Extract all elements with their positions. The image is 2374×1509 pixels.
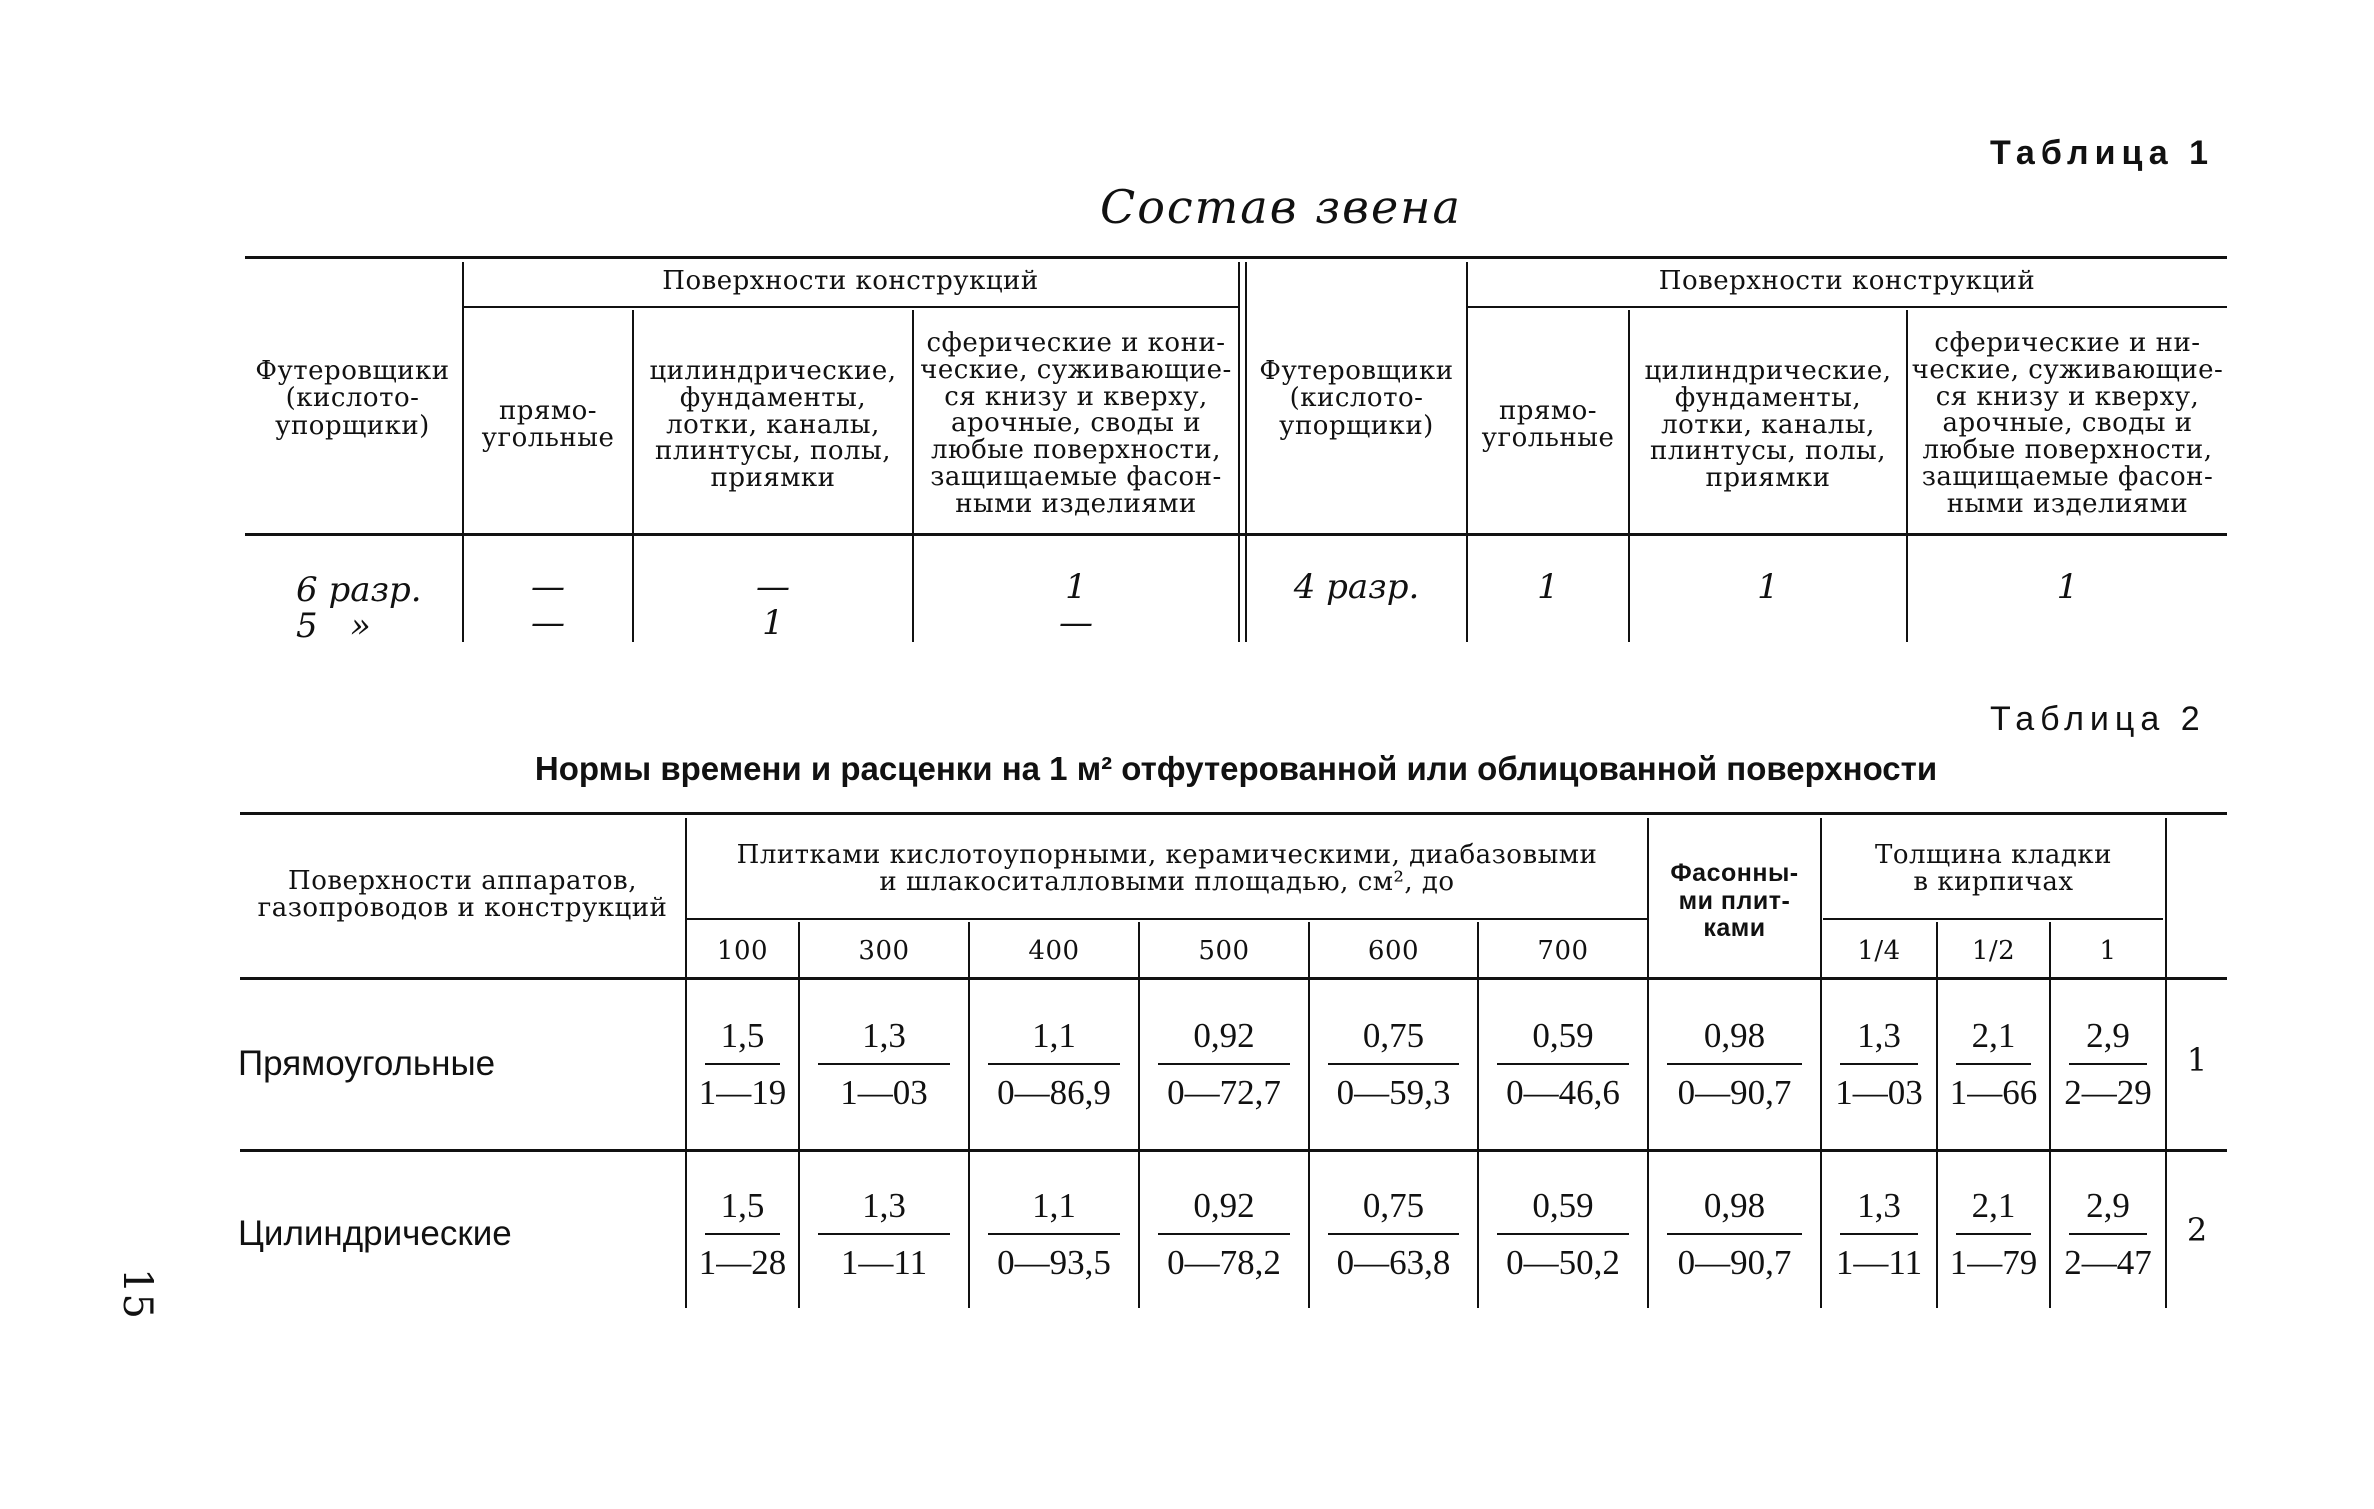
table2-cell [1649, 1188, 1820, 1280]
time-norm: 1,5 [720, 1186, 765, 1225]
table2-title: Нормы времени и расценки на 1 м² отфутерованной или облицованной поверхности [534, 750, 1938, 787]
time-norm: 0,92 [1193, 1016, 1255, 1055]
table2-cell [1938, 1018, 2049, 1110]
table1-surfaces-header-right: Поверхности конструкций [1658, 266, 2036, 296]
table1-cell: 1 [2056, 567, 2079, 607]
table2-cell [687, 1018, 798, 1110]
rate-value: 0—93,5 [997, 1243, 1111, 1282]
table2-cell [1822, 1188, 1936, 1280]
time-norm: 0,98 [1703, 1186, 1766, 1225]
rate-value: 0—59,3 [1336, 1073, 1451, 1112]
time-norm: 0,75 [1362, 1016, 1425, 1055]
time-norm: 1,1 [1032, 1186, 1076, 1225]
time-norm: 2,9 [2086, 1016, 2130, 1055]
table1-row-grade: 5 » [296, 606, 371, 646]
table1-row-grade: 4 разр. [1293, 567, 1420, 607]
rate-value: 1—79 [1949, 1243, 2038, 1282]
table1-row-grade: 6 разр. [296, 570, 422, 610]
table2-col-header: 1 [2099, 936, 2117, 966]
table2-cell [1479, 1018, 1647, 1110]
rate-value: 2—47 [2064, 1243, 2152, 1282]
table2-col-header: 400 [1028, 936, 1080, 966]
time-norm: 0,59 [1532, 1016, 1594, 1055]
table1-col-cyl-right: цилиндрические, фундаменты, лотки, каналы, плинтусы, полы, приямки [1644, 356, 1892, 494]
table2-cell [1140, 1018, 1308, 1110]
rate-value: 1—28 [698, 1243, 787, 1282]
table2-cell [970, 1188, 1138, 1280]
table1-cell: — [531, 567, 565, 607]
table1-worker-header: Футеровщики (кислото- упорщики) [255, 356, 450, 441]
rate-value: 0—86,9 [997, 1073, 1111, 1112]
table2-row-name: Цилиндрические [238, 1214, 512, 1253]
table2-cell [1310, 1188, 1477, 1280]
time-norm: 1,3 [1857, 1016, 1901, 1055]
time-norm: 2,1 [1971, 1016, 2016, 1055]
table1-label: Таблица 1 [1990, 134, 2215, 172]
rate-value: 0—72,7 [1167, 1073, 1281, 1112]
table2-cell [800, 1188, 968, 1280]
table1-col-rect-right: прямо- угольные [1481, 396, 1615, 454]
table1-col-cyl-left: цилиндрические, фундаменты, лотки, каналы, плинтусы, полы, приямки [649, 356, 897, 494]
table2-cell [1140, 1188, 1308, 1280]
time-norm: 0,75 [1362, 1186, 1425, 1225]
table1-surfaces-header-left: Поверхности конструкций [662, 266, 1039, 296]
rate-value: 1—03 [1835, 1073, 1923, 1112]
rate-value: 0—63,8 [1336, 1243, 1451, 1282]
table2-row-number: 2 [2186, 1211, 2208, 1249]
table1-worker-header-right: Футеровщики (кислото- упорщики) [1259, 356, 1454, 441]
table2-col-header: 300 [858, 936, 910, 966]
table1-cell: 1 [762, 603, 784, 643]
page-number: 15 [114, 1268, 160, 1319]
time-norm: 2,1 [1971, 1186, 2016, 1225]
table1-title: Состав звена [1100, 180, 1462, 234]
table2-col-header: 100 [716, 936, 769, 966]
rate-value: 0—90,7 [1677, 1243, 1792, 1282]
time-norm: 1,3 [862, 1016, 906, 1055]
table2-col-header: 1/4 [1857, 936, 1901, 966]
table2-cell [970, 1018, 1138, 1110]
time-norm: 0,59 [1532, 1186, 1594, 1225]
table2-cell [1649, 1018, 1820, 1110]
table2-col-header: 500 [1198, 936, 1250, 966]
table1-cell: 1 [1065, 567, 1087, 607]
table2-cell [2051, 1188, 2165, 1280]
table2-col-header: 600 [1367, 936, 1420, 966]
table1-cell: 1 [1757, 567, 1779, 607]
table1-cell: 1 [1537, 567, 1559, 607]
table1-col-sph-right: сферические и ни- ческие, суживающие- ся книзу и кверху, арочные, своды и любые поверхности, защищаемые фасон- ными изделиями [1911, 328, 2224, 519]
time-norm: 1,3 [1857, 1186, 1901, 1225]
rate-value: 1—19 [698, 1073, 787, 1112]
table1-cell: — [756, 567, 790, 607]
table2-label: Таблица 2 [1990, 700, 2206, 738]
table2-row-number: 1 [2186, 1041, 2208, 1079]
rate-value: 0—78,2 [1167, 1243, 1281, 1282]
table1-cell: — [1059, 603, 1093, 643]
table2-cell [1822, 1018, 1936, 1110]
table1-cell: — [531, 603, 565, 643]
time-norm: 1,3 [862, 1186, 906, 1225]
rate-value: 0—90,7 [1677, 1073, 1792, 1112]
time-norm: 2,9 [2086, 1186, 2130, 1225]
table2-cell [1938, 1188, 2049, 1280]
time-norm: 0,92 [1193, 1186, 1255, 1225]
rate-value: 1—66 [1949, 1073, 2038, 1112]
time-norm: 0,98 [1703, 1016, 1766, 1055]
time-norm: 1,1 [1032, 1016, 1076, 1055]
table2-cell [2051, 1018, 2165, 1110]
rate-value: 2—29 [2064, 1073, 2152, 1112]
rate-value: 0—46,6 [1506, 1073, 1620, 1112]
table2-col-header: 1/2 [1971, 936, 2016, 966]
table2-col-header: 700 [1537, 936, 1589, 966]
rate-value: 0—50,2 [1506, 1243, 1620, 1282]
table2-cell [800, 1018, 968, 1110]
table2-tiles-header: Плитками кислотоупорными, керамическими, диабазовыми и шлакоситалловыми площадью, см², до [736, 840, 1598, 897]
table1-col-rect-left: прямо- угольные [481, 396, 615, 454]
table2-cell [687, 1188, 798, 1280]
rate-value: 1—11 [1835, 1243, 1923, 1282]
time-norm: 1,5 [720, 1016, 765, 1055]
table2-row-name: Прямоугольные [238, 1044, 496, 1083]
table2-cell [1479, 1188, 1647, 1280]
rate-value: 1—03 [840, 1073, 928, 1112]
table1-col-sph-left: сферические и кони- ческие, суживающие- ся книзу и кверху, арочные, своды и любые поверхности, защищаемые фасон- ными изделиями [920, 328, 1232, 519]
table2-surface-header: Поверхности аппаратов, газопроводов и конструкций [257, 866, 668, 924]
table2-thickness-header: Толщина кладки в кирпичах [1875, 840, 2112, 897]
table2-shaped-header: Фасонны- ми плит- ками [1670, 859, 1799, 942]
rate-value: 1—11 [840, 1243, 928, 1282]
table2-cell [1310, 1018, 1477, 1110]
